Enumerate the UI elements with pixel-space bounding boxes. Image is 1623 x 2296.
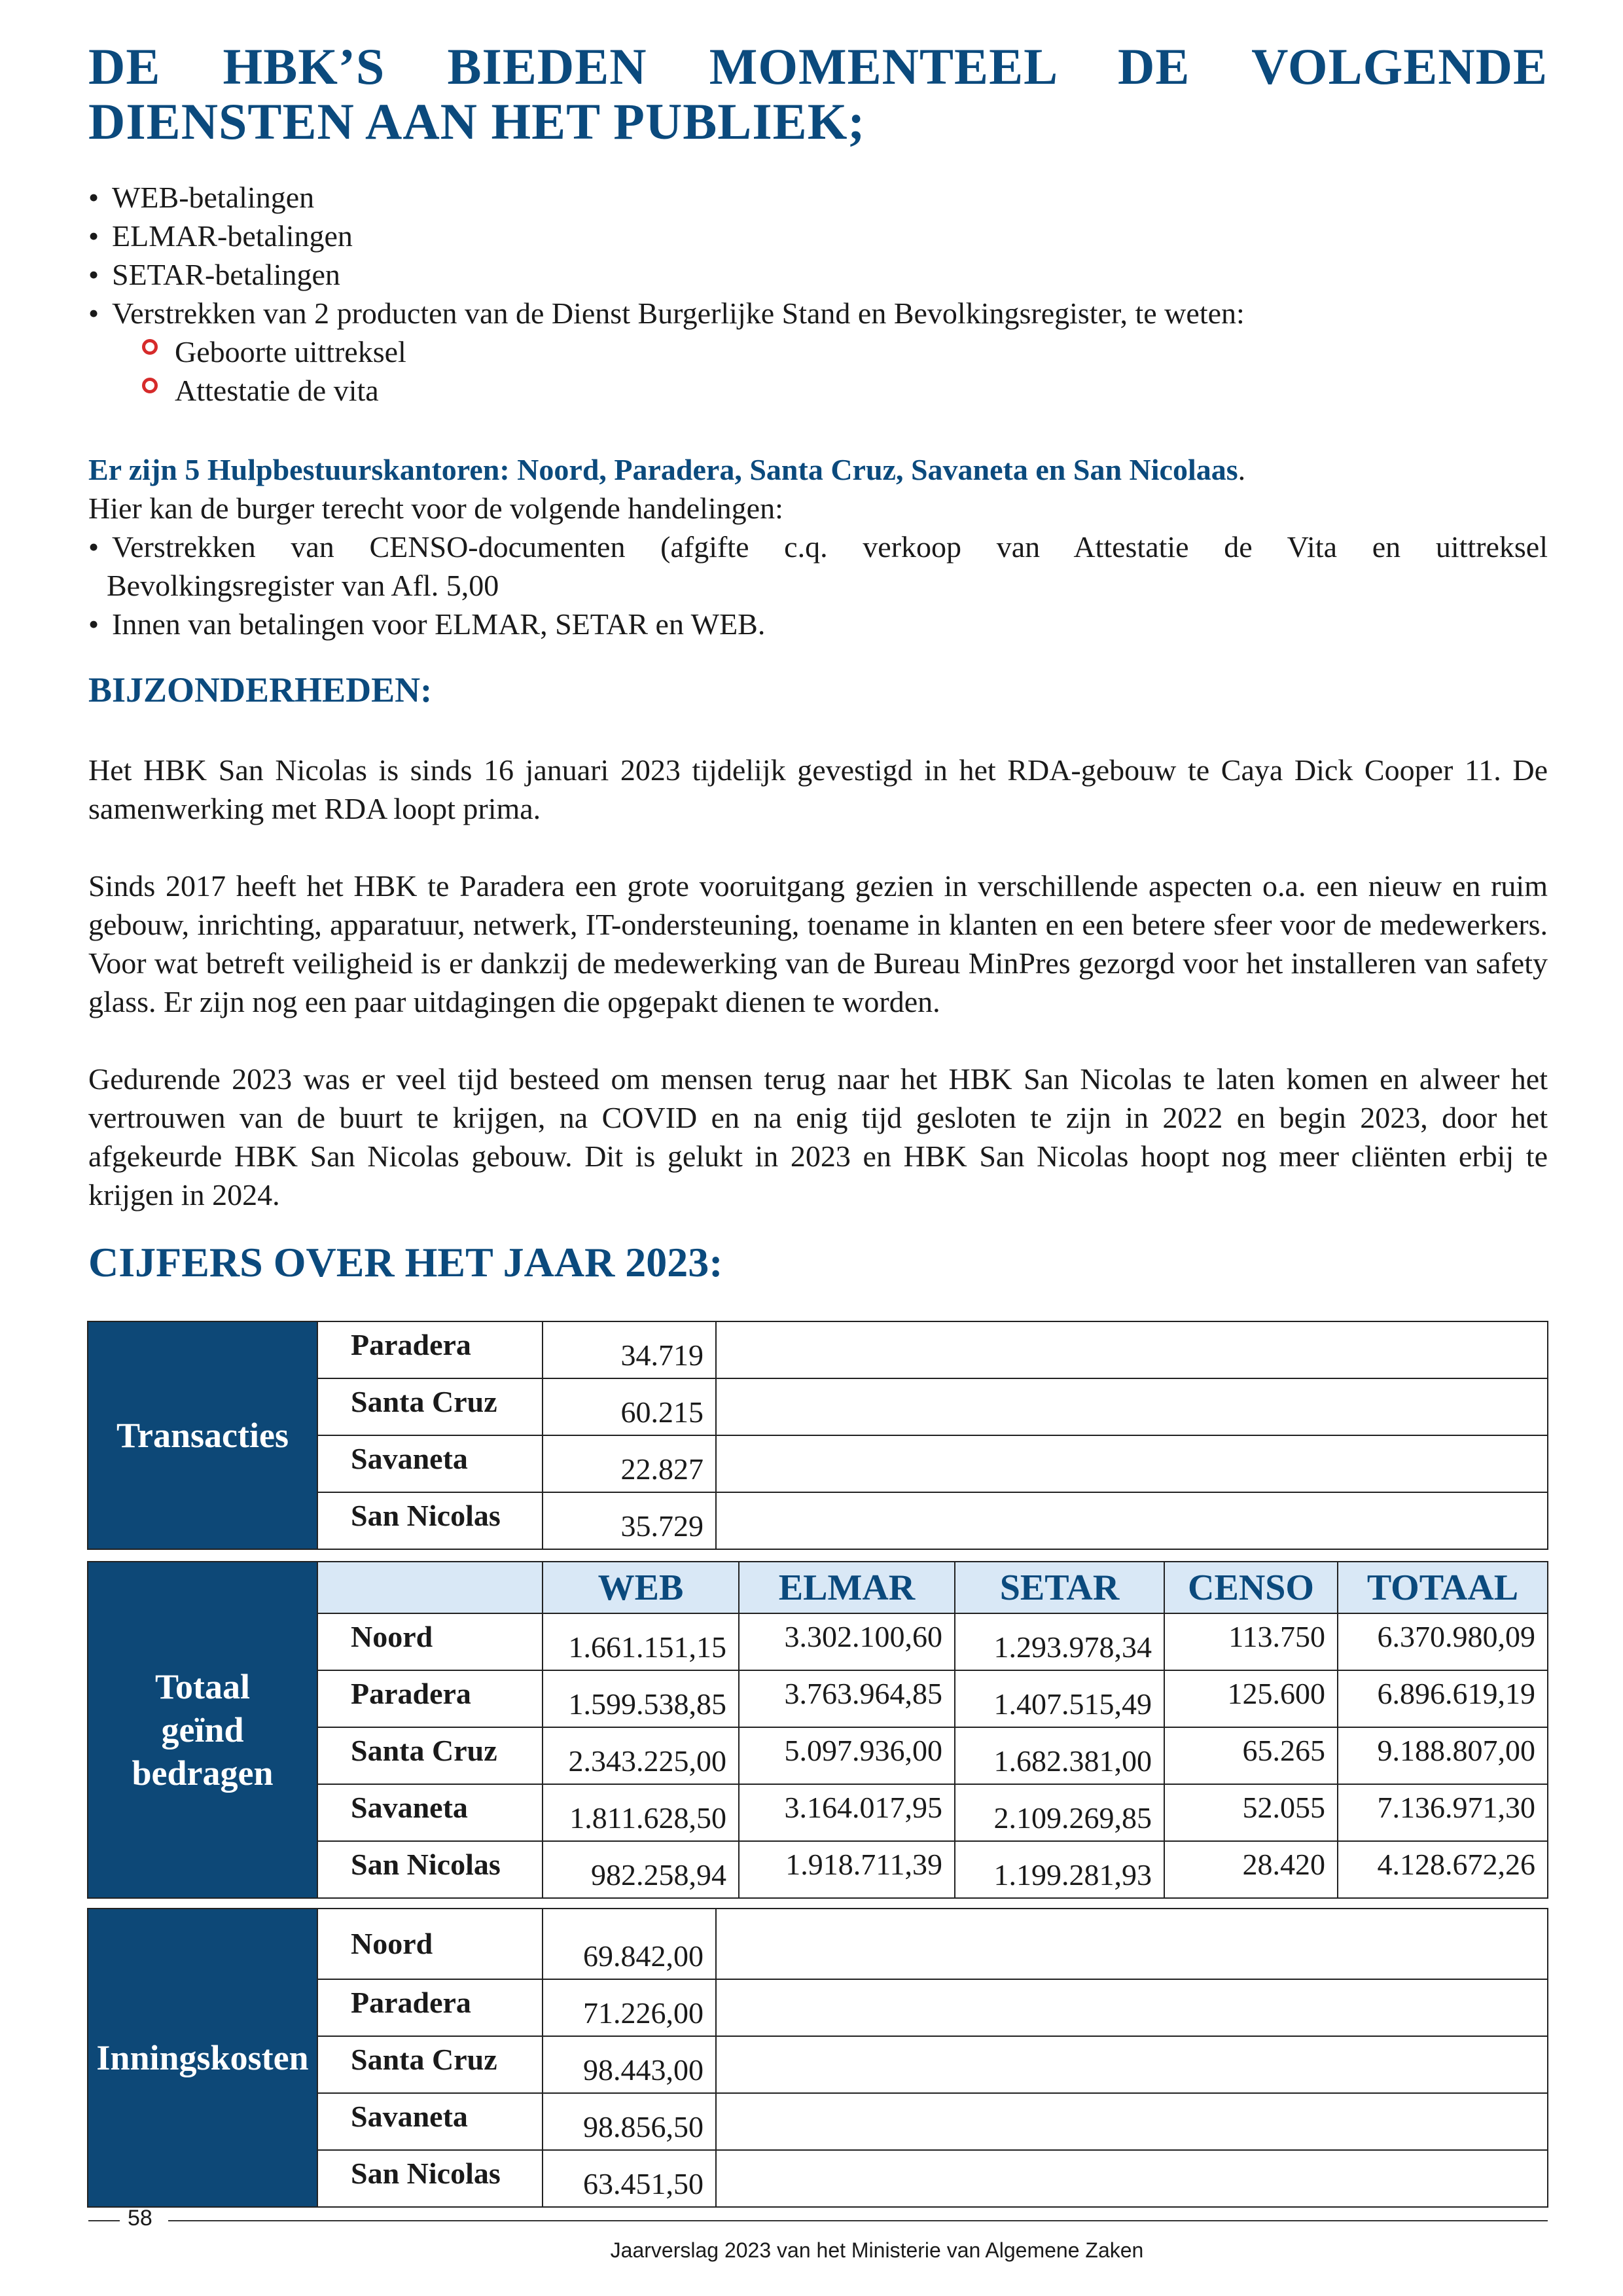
row-label: Savaneta xyxy=(317,2093,543,2150)
web-value: 1.599.538,85 xyxy=(543,1670,739,1727)
list-item-line: • Verstrekken van CENSO-documenten (afgifte c.q. verkoop van Attestatie de Vita en uittreksel xyxy=(112,530,1548,564)
table-row xyxy=(88,1909,1548,1979)
section-heading: CIJFERS OVER HET JAAR 2023: xyxy=(88,1239,723,1285)
row-value: 22.827 xyxy=(543,1435,716,1492)
web-value: 982.258,94 xyxy=(543,1841,739,1898)
transactions-label: Transacties xyxy=(88,1321,317,1549)
costs-table xyxy=(87,1908,1548,2208)
totals-label-line: Totaal xyxy=(154,1667,251,1706)
row-label: Paradera xyxy=(317,1321,543,1378)
web-value: 1.661.151,15 xyxy=(543,1613,739,1670)
offices-section xyxy=(88,450,1548,643)
total-value: 6.370.980,09 xyxy=(1338,1613,1548,1670)
setar-value: 1.293.978,34 xyxy=(955,1613,1164,1670)
web-value: 2.343.225,00 xyxy=(543,1727,739,1784)
footer-rule xyxy=(168,2220,1548,2221)
section-heading: BIJZONDERHEDEN: xyxy=(88,670,433,709)
censo-value: 28.420 xyxy=(1164,1841,1338,1898)
list-item: • WEB-betalingen xyxy=(88,178,1548,217)
row-label: San Nicolas xyxy=(317,1492,543,1549)
sub-list-item: Geboorte uittreksel xyxy=(138,332,1548,371)
row-label: Paradera xyxy=(317,1670,543,1727)
table-row xyxy=(88,1321,1548,1378)
offices-heading xyxy=(88,450,1548,489)
elmar-value: 5.097.936,00 xyxy=(739,1727,955,1784)
total-value: 4.128.672,26 xyxy=(1338,1841,1548,1898)
row-value: 69.842,00 xyxy=(543,1909,716,1979)
elmar-value: 3.763.964,85 xyxy=(739,1670,955,1727)
paragraph: Sinds 2017 heeft het HBK te Paradera een grote vooruitgang gezien in verschillende aspecten o.a. een nieuw en ruim gebouw, inrichting, apparatuur, netwerk, IT-ondersteuning, toename in klanten en een betere sfeer voor de medewerkers. Voor wat betreft veiligheid is er dankzij de medewerking van de Bureau MinPres gezorgd voor het installeren van safety glass. Er zijn nog een paar uitdagingen die opgepakt dienen te worden. xyxy=(88,869,1548,1018)
row-value: 98.443,00 xyxy=(543,2036,716,2093)
row-value: 63.451,50 xyxy=(543,2150,716,2207)
list-item-line: Bevolkingsregister van Afl. 5,00 xyxy=(107,569,499,602)
totals-table xyxy=(87,1561,1548,1899)
elmar-value: 3.164.017,95 xyxy=(739,1784,955,1841)
censo-value: 113.750 xyxy=(1164,1613,1338,1670)
costs-label: Inningskosten xyxy=(88,1909,317,2207)
web-value: 1.811.628,50 xyxy=(543,1784,739,1841)
elmar-value: 3.302.100,60 xyxy=(739,1613,955,1670)
column-header: SETAR xyxy=(955,1562,1164,1613)
column-header: ELMAR xyxy=(739,1562,955,1613)
column-header: CENSO xyxy=(1164,1562,1338,1613)
paragraph: Het HBK San Nicolas is sinds 16 januari 2023 tijdelijk gevestigd in het RDA-gebouw te Caya Dick Cooper 11. De samenwerking met RDA loopt prima. xyxy=(88,753,1548,825)
footer-text: Jaarverslag 2023 van het Ministerie van Algemene Zaken xyxy=(610,2238,1144,2262)
total-value: 9.188.807,00 xyxy=(1338,1727,1548,1784)
list-item: • Innen van betalingen voor ELMAR, SETAR en WEB. xyxy=(88,605,1548,643)
censo-value: 52.055 xyxy=(1164,1784,1338,1841)
elmar-value: 1.918.711,39 xyxy=(739,1841,955,1898)
row-label: Santa Cruz xyxy=(317,1378,543,1435)
row-label: Santa Cruz xyxy=(317,2036,543,2093)
row-label: Noord xyxy=(317,1909,543,1979)
sub-list-item: Attestatie de vita xyxy=(138,371,1548,410)
totals-label xyxy=(88,1562,317,1898)
list-item xyxy=(88,294,1548,410)
footer-dash xyxy=(88,2220,120,2221)
row-value: 98.856,50 xyxy=(543,2093,716,2150)
row-value: 35.729 xyxy=(543,1492,716,1549)
details-body xyxy=(88,751,1548,1214)
row-label: San Nicolas xyxy=(317,1841,543,1898)
list-item xyxy=(88,528,1548,605)
row-label: Santa Cruz xyxy=(317,1727,543,1784)
totals-label-line: geïnd xyxy=(161,1710,244,1749)
row-value: 71.226,00 xyxy=(543,1979,716,2036)
total-value: 6.896.619,19 xyxy=(1338,1670,1548,1727)
row-label: Paradera xyxy=(317,1979,543,2036)
row-label: San Nicolas xyxy=(317,2150,543,2207)
column-header: TOTAAL xyxy=(1338,1562,1548,1613)
table-header-row xyxy=(88,1562,1548,1613)
list-item: • SETAR-betalingen xyxy=(88,255,1548,294)
setar-value: 2.109.269,85 xyxy=(955,1784,1164,1841)
page-footer xyxy=(88,2206,1548,2271)
setar-value: 1.407.515,49 xyxy=(955,1670,1164,1727)
page-number: 58 xyxy=(128,2206,152,2231)
row-label: Noord xyxy=(317,1613,543,1670)
list-item: • ELMAR-betalingen xyxy=(88,217,1548,255)
total-value: 7.136.971,30 xyxy=(1338,1784,1548,1841)
censo-value: 125.600 xyxy=(1164,1670,1338,1727)
row-value: 60.215 xyxy=(543,1378,716,1435)
paragraph: Gedurende 2023 was er veel tijd besteed om mensen terug naar het HBK San Nicolas te laten komen en alweer het vertrouwen van de buurt te krijgen, na COVID en na enig tijd gesloten te zijn in 2022 en begin 2023, door het afgekeurde HBK San Nicolas gebouw. Dit is gelukt in 2023 en HBK San Nicolas hoopt nog meer cliënten erbij te krijgen in 2024. xyxy=(88,1062,1548,1211)
setar-value: 1.199.281,93 xyxy=(955,1841,1164,1898)
offices-heading-text: Er zijn 5 Hulpbestuurskantoren: Noord, Paradera, Santa Cruz, Savaneta en San Nicolaas xyxy=(88,453,1238,486)
row-label: Savaneta xyxy=(317,1435,543,1492)
offices-heading-end: . xyxy=(1238,453,1246,486)
list-item-text: Verstrekken van 2 producten van de Dienst Burgerlijke Stand en Bevolkingsregister, te weten: xyxy=(112,296,1245,330)
censo-value: 65.265 xyxy=(1164,1727,1338,1784)
totals-label-line: bedragen xyxy=(132,1753,274,1793)
page-title: DE HBK’S BIEDEN MOMENTEEL DE VOLGENDE DIENSTEN AAN HET PUBLIEK; xyxy=(88,38,1548,150)
transactions-table xyxy=(87,1321,1548,1550)
row-value: 34.719 xyxy=(543,1321,716,1378)
row-label: Savaneta xyxy=(317,1784,543,1841)
offices-intro: Hier kan de burger terecht voor de volgende handelingen: xyxy=(88,492,783,525)
setar-value: 1.682.381,00 xyxy=(955,1727,1164,1784)
services-list xyxy=(88,178,1548,410)
column-header: WEB xyxy=(543,1562,739,1613)
